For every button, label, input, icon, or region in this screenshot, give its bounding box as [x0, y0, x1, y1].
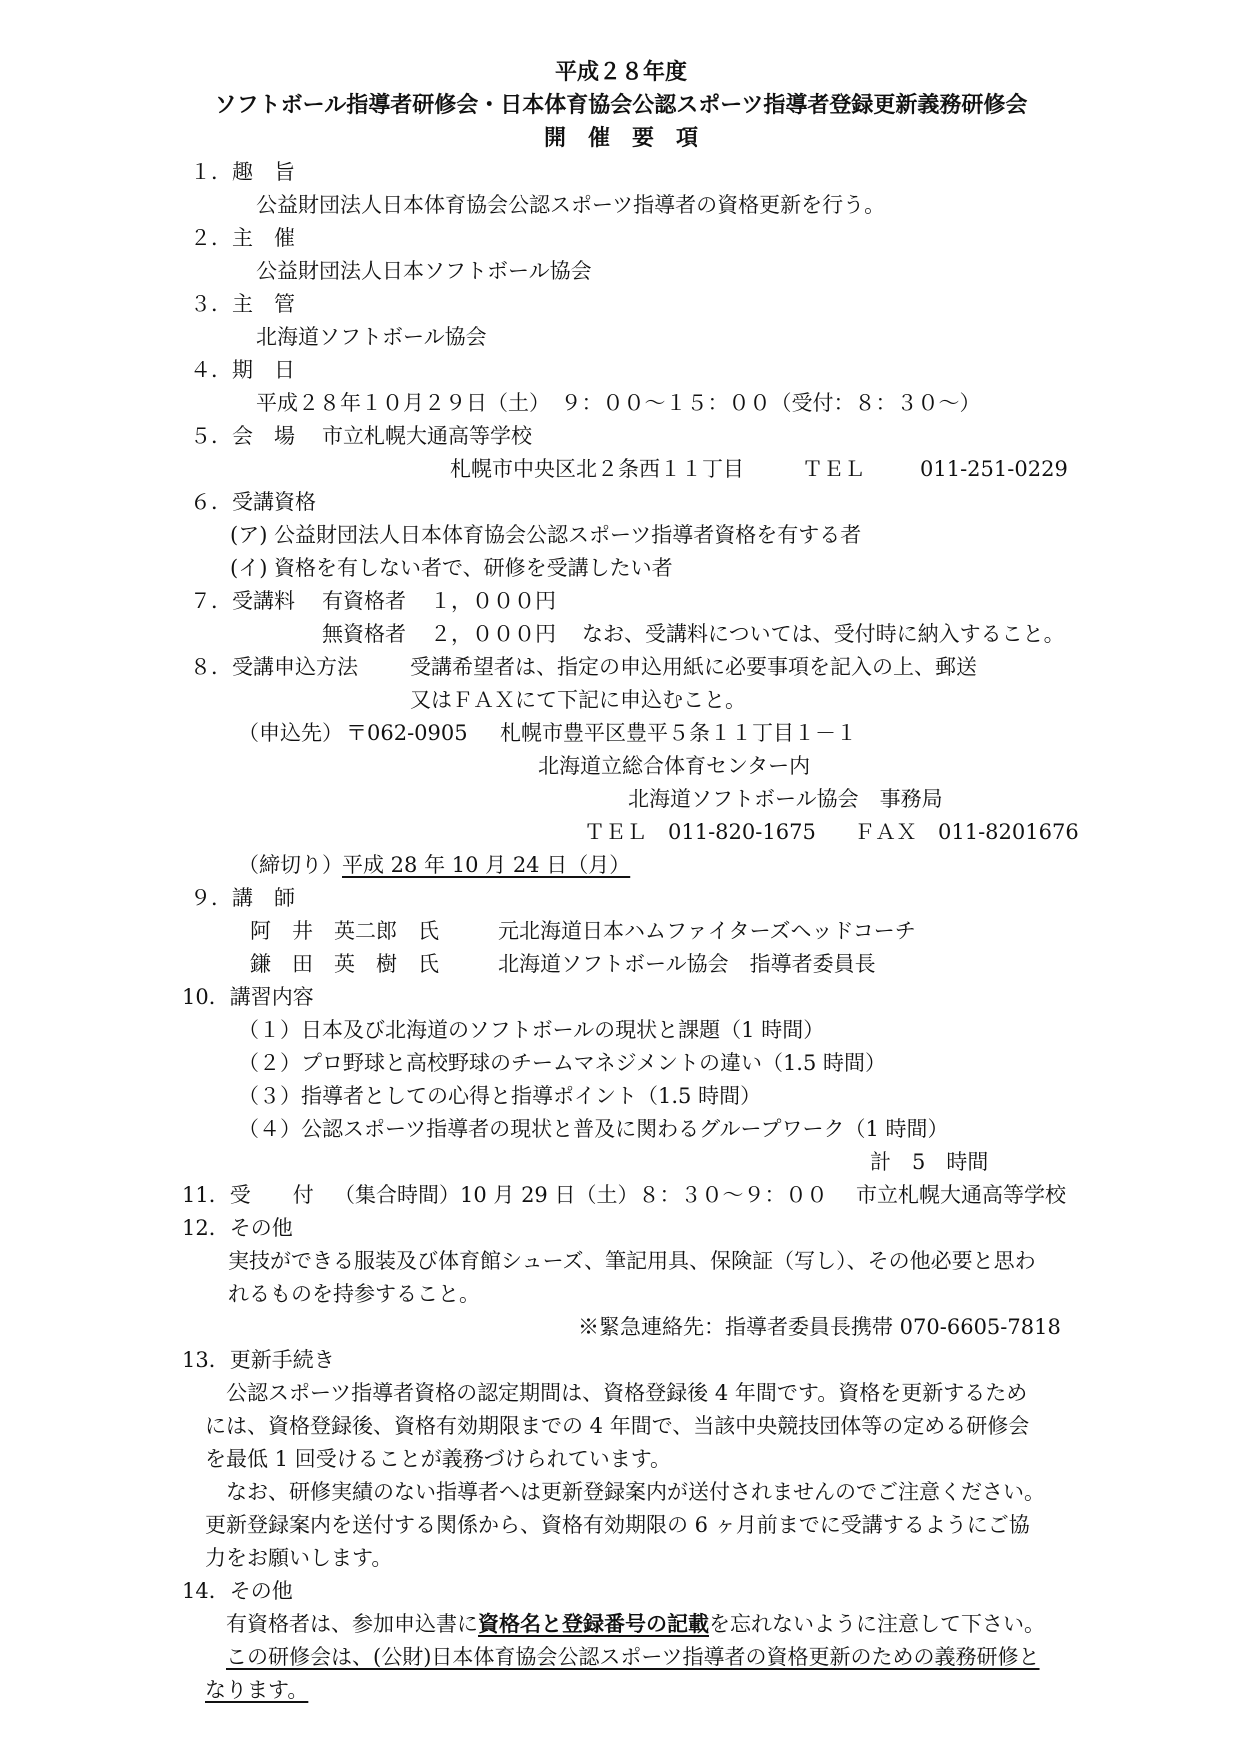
section-1-label: １．趣 旨 [190, 160, 295, 184]
section-13-label: 13．更新手続き [182, 1348, 335, 1372]
course-item: （４）公認スポーツ指導者の現状と普及に関わるグループワーク（1 時間） [238, 1117, 949, 1141]
section-5-label: ５．会 場 [190, 424, 295, 448]
section-13-para-line: 更新登録案内を送付する関係から、資格有効期限の 6 ヶ月前までに受講するようにご協 [205, 1513, 1030, 1537]
lecturer-1-name: 阿 井 英二郎 氏 [250, 919, 439, 943]
section-3-label: ３．主 管 [190, 292, 295, 316]
section-8-apply-label: （申込先） [238, 721, 343, 745]
section-6-item-b: (イ) 資格を有しない者で、研修を受講したい者 [230, 556, 673, 580]
section-7-unqualified-label: 無資格者 [322, 622, 406, 646]
section-13-para-line: 公認スポーツ指導者資格の認定期間は、資格登録後 4 年間です。資格を更新するため [226, 1381, 1028, 1405]
section-7-qualified-fee: １，０００円 [430, 589, 556, 613]
section-4-text: 平成２８年１０月２９日（土） ９：００～１５：００（受付：８：３０～） [256, 391, 981, 415]
lecturer-1-role: 元北海道日本ハムファイターズヘッドコーチ [498, 919, 916, 943]
section-7-label: ７．受講料 [190, 589, 295, 613]
section-3-text: 北海道ソフトボール協会 [256, 325, 487, 349]
lecturer-2-role: 北海道ソフトボール協会 指導者委員長 [498, 952, 876, 976]
section-8-zip: 〒062-0905 [346, 721, 468, 745]
section-12-text-1: 実技ができる服装及び体育館シューズ、筆記用具、保険証（写し）、その他必要と思わ [228, 1249, 1036, 1273]
section-9-label: ９．講 師 [190, 886, 295, 910]
section-12-label: 12．その他 [182, 1216, 293, 1240]
section-5-tel-label: ＴＥＬ [802, 457, 865, 481]
section-8-text-1: 受講希望者は、指定の申込用紙に必要事項を記入の上、郵送 [410, 655, 977, 679]
course-total: 計 5 時間 [870, 1150, 989, 1174]
section-8-label: ８．受講申込方法 [190, 655, 358, 679]
section-2-text: 公益財団法人日本ソフトボール協会 [256, 259, 592, 283]
section-13-para-line: には、資格登録後、資格有効期限までの 4 年間で、当該中央競技団体等の定める研修会 [205, 1414, 1030, 1438]
section-2-label: ２．主 催 [190, 226, 295, 250]
section-14-label: 14．その他 [182, 1579, 293, 1603]
section-8-deadline-label: （締切り） [238, 853, 343, 877]
section-4-label: ４．期 日 [190, 358, 295, 382]
section-11-text: （集合時間）10 月 29 日（土）８：３０～９：００ [334, 1183, 828, 1207]
section-5-tel: 011-251-0229 [920, 457, 1068, 481]
section-8-org: 北海道ソフトボール協会 事務局 [628, 787, 943, 811]
section-8-address: 札幌市豊平区豊平５条１１丁目１－１ [500, 721, 857, 745]
section-7-unqualified-fee: ２，０００円 [430, 622, 556, 646]
section-7-qualified-label: 有資格者 [322, 589, 406, 613]
section-14-emphasis: 資格名と登録番号の記載 [478, 1611, 709, 1636]
section-13-para-line: 力をお願いします。 [205, 1546, 393, 1570]
section-12-emergency: ※緊急連絡先：指導者委員長携帯 070-6605-7818 [578, 1315, 1061, 1339]
section-14-text-1 [226, 1610, 1045, 1638]
section-11-venue: 市立札幌大通高等学校 [856, 1183, 1066, 1207]
section-6-item-a: (ア) 公益財団法人日本体育協会公認スポーツ指導者資格を有する者 [230, 523, 862, 547]
section-13-para-line: を最低 1 回受けることが義務づけられています。 [205, 1447, 672, 1471]
section-14-text-2: この研修会は、(公財)日本体育協会公認スポーツ指導者の資格更新のための義務研修と [226, 1645, 1040, 1669]
section-8-tel: ＴＥＬ 011-820-1675 [584, 820, 816, 844]
section-12-text-2: れるものを持参すること。 [228, 1282, 480, 1306]
section-14-text-1c: を忘れないように注意して下さい。 [709, 1612, 1045, 1636]
doc-title: ソフトボール指導者研修会・日本体育協会公認スポーツ指導者登録更新義務研修会 [214, 92, 1028, 118]
section-10-label: 10．講習内容 [182, 985, 314, 1009]
section-6-label: ６．受講資格 [190, 490, 316, 514]
section-14-text-1a: 有資格者は、参加申込書に [226, 1612, 478, 1636]
section-1-text: 公益財団法人日本体育協会公認スポーツ指導者の資格更新を行う。 [256, 193, 886, 217]
section-8-deadline: 平成 28 年 10 月 24 日（月） [342, 853, 631, 877]
doc-subtitle: 開 催 要 項 [543, 125, 698, 151]
section-5-address: 札幌市中央区北２条西１１丁目 [450, 457, 744, 481]
section-8-place: 北海道立総合体育センター内 [538, 754, 811, 778]
section-8-fax: ＦＡＸ 011-8201676 [854, 820, 1079, 844]
section-11-label: 11．受 付 [182, 1183, 314, 1207]
doc-year: 平成２８年度 [554, 59, 687, 85]
lecturer-2-name: 鎌 田 英 樹 氏 [250, 952, 439, 976]
section-13-para-line: なお、研修実績のない指導者へは更新登録案内が送付されませんのでご注意ください。 [226, 1480, 1045, 1504]
course-item: （１）日本及び北海道のソフトボールの現状と課題（1 時間） [238, 1018, 825, 1042]
section-14-text-3: なります。 [205, 1678, 309, 1702]
section-8-text-2: 又はＦＡＸにて下記に申込むこと。 [410, 688, 746, 712]
section-7-note: なお、受講料については、受付時に納入すること。 [582, 622, 1065, 646]
course-item: （３）指導者としての心得と指導ポイント（1.5 時間） [238, 1084, 762, 1108]
course-item: （２）プロ野球と高校野球のチームマネジメントの違い（1.5 時間） [238, 1051, 887, 1075]
section-5-venue: 市立札幌大通高等学校 [322, 424, 532, 448]
